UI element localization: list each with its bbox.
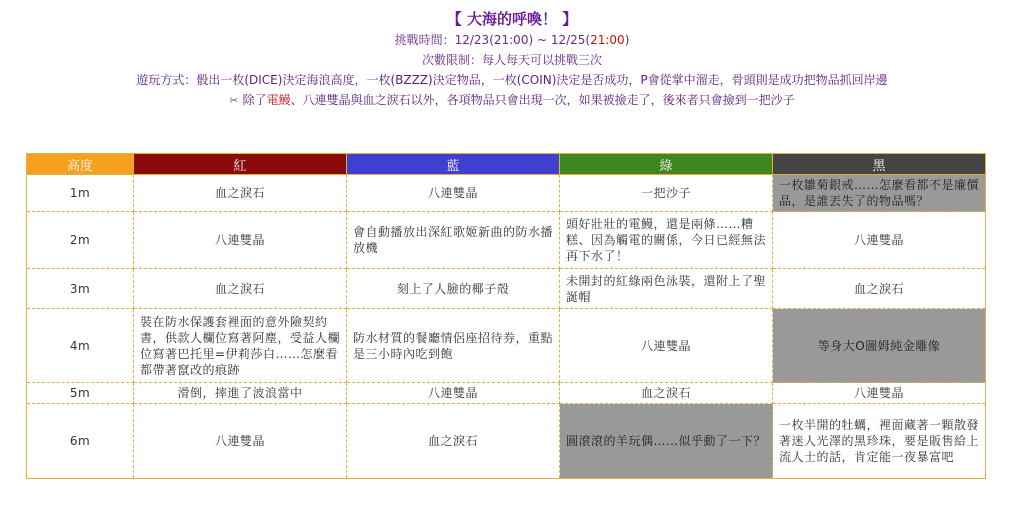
height-cell: 2m — [27, 212, 134, 269]
red-cell: 八連雙晶 — [134, 212, 347, 269]
reward-table — [26, 153, 986, 479]
event-title: 【 大海的呼喚！ 】 — [446, 10, 578, 28]
table-row — [27, 175, 986, 212]
table-row — [27, 309, 986, 383]
blue-cell: 八連雙晶 — [347, 175, 560, 212]
header-red: 紅 — [134, 154, 347, 175]
height-cell: 3m — [27, 269, 134, 309]
note-suffix: 、八連雙晶與血之淚石以外，各項物品只會出現一次，如果被撿走了，後來者只會撿到一把沙子 — [290, 93, 795, 107]
item-note — [0, 90, 1024, 111]
black-cell: 一枚雛菊銀戒……怎麼看都不是廉價品，是誰丟失了的物品嗎？ — [773, 175, 986, 212]
announcement-header — [0, 8, 1024, 111]
red-cell: 八連雙晶 — [134, 404, 347, 479]
height-cell: 5m — [27, 383, 134, 404]
table-row — [27, 212, 986, 269]
blue-cell: 刻上了人臉的椰子殼 — [347, 269, 560, 309]
height-cell: 1m — [27, 175, 134, 212]
green-cell: 未開封的紅綠兩色泳裝，還附上了聖誕帽 — [560, 269, 773, 309]
note-prefix: 除了 — [242, 93, 267, 107]
challenge-time-end: 21:00 — [590, 33, 625, 47]
blue-cell: 血之淚石 — [347, 404, 560, 479]
note-eel: 電鰻 — [266, 93, 291, 107]
black-cell: 等身大O圖姆純金雕像 — [773, 309, 986, 383]
blue-cell: 會自動播放出深紅歌姬新曲的防水播放機 — [347, 212, 560, 269]
header-green: 綠 — [560, 154, 773, 175]
black-cell: 八連雙晶 — [773, 383, 986, 404]
table-header-row — [27, 154, 986, 175]
header-black: 黑 — [773, 154, 986, 175]
header-height: 高度 — [27, 154, 134, 175]
red-cell: 滑倒，摔進了波浪當中 — [134, 383, 347, 404]
green-cell: 血之淚石 — [560, 383, 773, 404]
black-cell: 一枚半開的牡蠣，裡面藏著一顆散發著迷人光澤的黑珍珠，要是販售給上流人士的話，肯定能一夜暴富吧 — [773, 404, 986, 479]
green-cell: 圓滾滾的羊玩偶……似乎動了一下？ — [560, 404, 773, 479]
red-cell: 血之淚石 — [134, 175, 347, 212]
table-row — [27, 269, 986, 309]
scissors-icon: ✂ — [229, 94, 239, 107]
green-cell: 八連雙晶 — [560, 309, 773, 383]
header-blue: 藍 — [347, 154, 560, 175]
height-cell: 4m — [27, 309, 134, 383]
attempt-limit: 次數限制：每人每天可以挑戰三次 — [421, 53, 602, 67]
blue-cell: 八連雙晶 — [347, 383, 560, 404]
table-row — [27, 404, 986, 479]
play-rules: 遊玩方式：骰出一枚(DICE)決定海浪高度，一枚(BZZZ)決定物品，一枚(COIN)決定是否成功，P會從掌中溜走，骨頭則是成功把物品抓回岸邊 — [136, 73, 888, 87]
blue-cell: 防水材質的餐廳情侶座招待券，重點是三小時內吃到飽 — [347, 309, 560, 383]
challenge-time — [0, 30, 1024, 50]
height-cell: 6m — [27, 404, 134, 479]
challenge-time-suffix: ) — [624, 33, 630, 47]
red-cell: 血之淚石 — [134, 269, 347, 309]
black-cell: 血之淚石 — [773, 269, 986, 309]
black-cell: 八連雙晶 — [773, 212, 986, 269]
challenge-time-prefix: 挑戰時間：12/23(21:00) ~ 12/25( — [394, 33, 591, 47]
green-cell: 頭好壯壯的電鰻，還是兩條……糟糕、因為觸電的關係，今日已經無法再下水了！ — [560, 212, 773, 269]
green-cell: 一把沙子 — [560, 175, 773, 212]
red-cell: 裝在防水保護套裡面的意外險契約書，供款人欄位寫著阿塵，受益人欄位寫著巴托里=伊莉莎白……怎麼看都帶著竄改的痕跡 — [134, 309, 347, 383]
table-row — [27, 383, 986, 404]
